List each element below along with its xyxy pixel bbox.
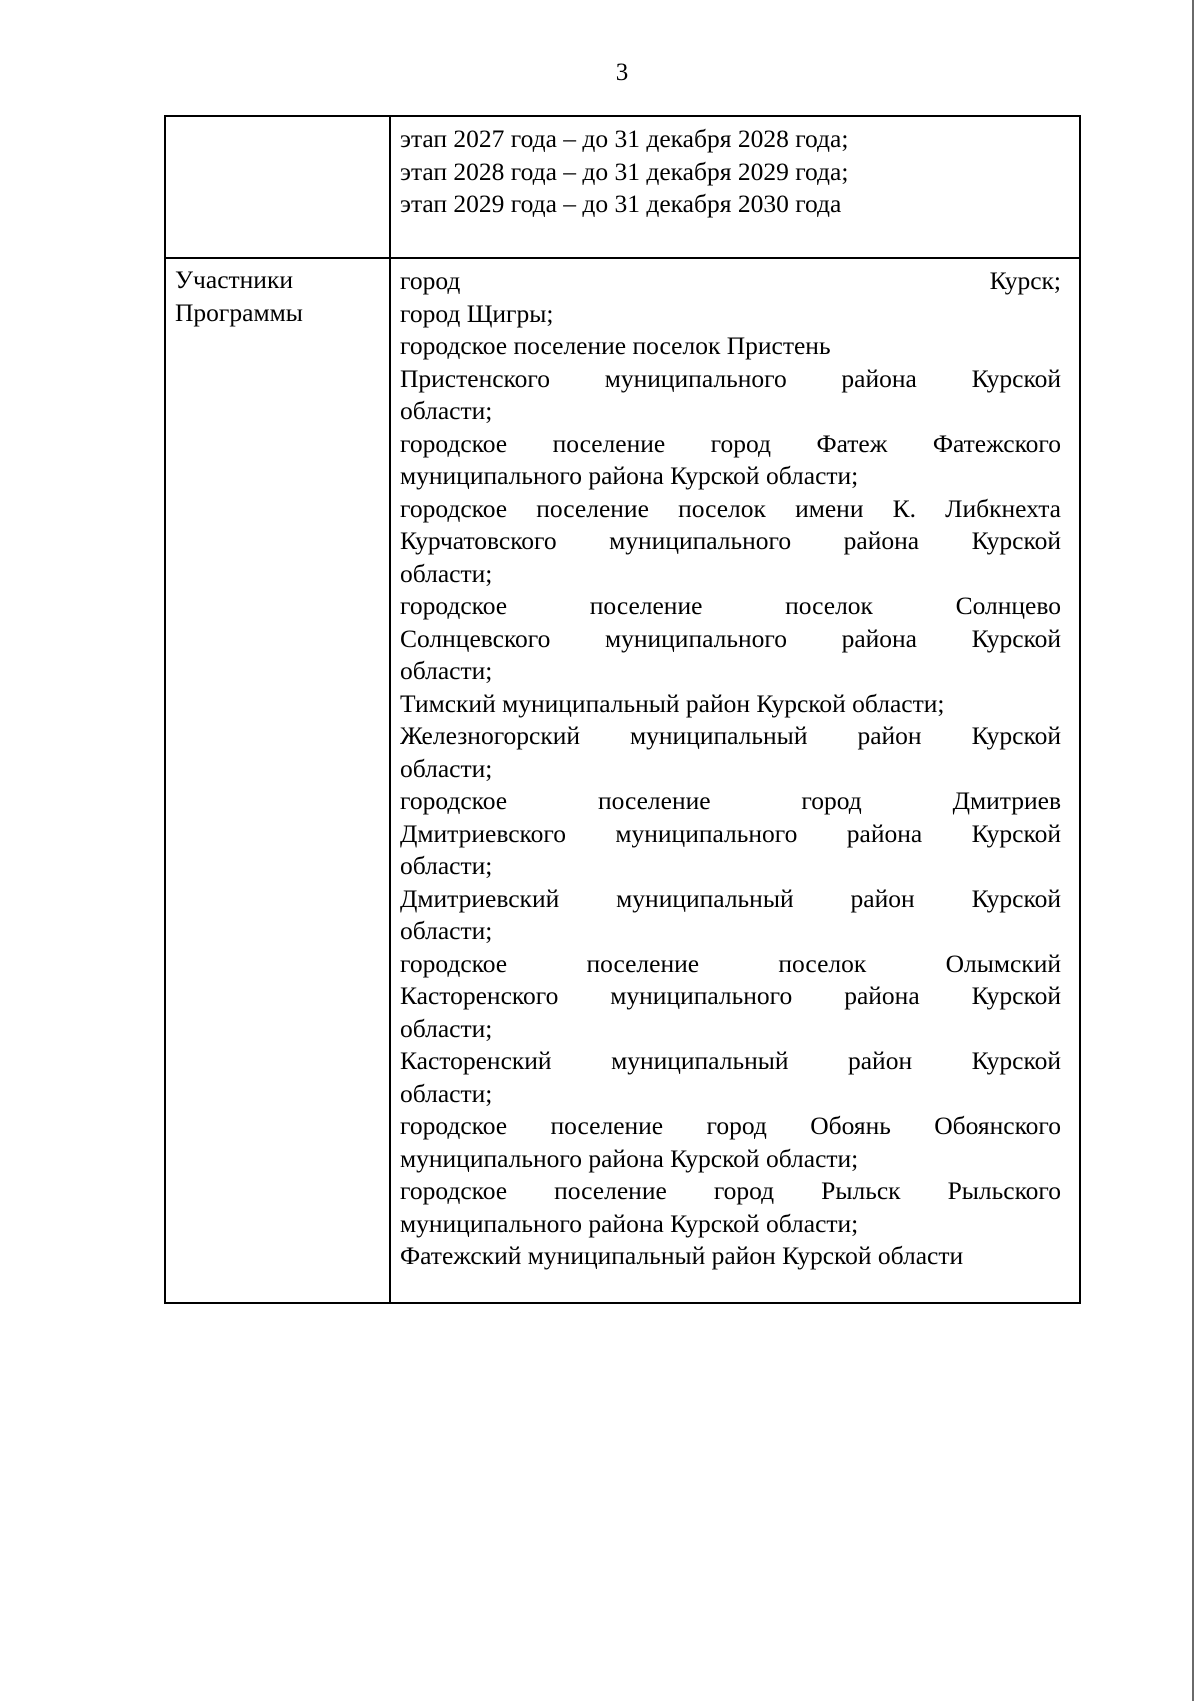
participant-line: Курчатовского муниципального района Курской	[400, 526, 1061, 555]
participant-line: городское поселение поселок Олымский	[400, 948, 1061, 978]
participant-line: области;	[400, 916, 493, 945]
participant-line: области;	[400, 851, 493, 880]
stage-line: этап 2027 года – до 31 декабря 2028 года;	[400, 124, 849, 153]
participant-line: городское поселение поселок Пристень	[400, 331, 831, 360]
participant-line: Железногорский муниципальный район Курской	[400, 721, 1061, 750]
participant-line: городское поселение город Дмитриев	[400, 786, 1061, 815]
stages-label-cell	[165, 116, 390, 258]
stage-line: этап 2029 года – до 31 декабря 2030 года	[400, 189, 842, 218]
participant-line: городское поселение поселок Солнцево	[400, 591, 1061, 620]
participant-line: Дмитриевского муниципального района Курской	[400, 818, 1061, 848]
passport-table	[164, 115, 1081, 1304]
participant-line: Дмитриевский муниципальный район Курской	[400, 883, 1061, 913]
participant-line: Фатежский муниципальный район Курской области	[400, 1241, 964, 1270]
participant-line: области;	[400, 1013, 493, 1043]
participant-line: области;	[400, 1078, 493, 1108]
participant-line: город Щигры;	[400, 298, 554, 328]
page-edge-line	[1192, 0, 1194, 1701]
participant-line: городское поселение город Рыльск Рыльского	[400, 1176, 1061, 1205]
participant-line: области;	[400, 558, 493, 588]
participants-label-line: Программы	[175, 297, 303, 327]
participant-line: муниципального района Курской области;	[400, 461, 859, 490]
participant-line: городское поселение поселок имени К. Либкнехта	[400, 493, 1061, 523]
participant-line: муниципального района Курской области;	[400, 1143, 859, 1173]
participant-line: город Курск;	[400, 266, 1061, 295]
participant-line: городское поселение город Фатеж Фатежского	[400, 428, 1061, 458]
participant-line: Пристенского муниципального района Курской	[400, 363, 1061, 393]
page-number: 3	[615, 59, 629, 86]
table-row-participants	[165, 258, 1080, 1303]
participant-line: Касторенский муниципальный район Курской	[400, 1046, 1061, 1075]
participant-line: области;	[400, 396, 493, 425]
participant-line: области;	[400, 753, 493, 783]
participants-value-cell	[390, 258, 1080, 1303]
table-row-stages	[165, 116, 1080, 258]
participant-line: муниципального района Курской области;	[400, 1208, 859, 1238]
participant-line: области;	[400, 656, 493, 685]
stage-line: этап 2028 года – до 31 декабря 2029 года;	[400, 156, 849, 186]
participant-line: городское поселение город Обоянь Обоянского	[400, 1111, 1061, 1140]
participant-line: Касторенского муниципального района Курской	[400, 981, 1061, 1010]
participant-line: Солнцевского муниципального района Курской	[400, 623, 1061, 653]
participants-label-line: Участники	[175, 265, 293, 294]
stages-value-cell	[390, 116, 1080, 258]
participant-line: Тимский муниципальный район Курской области;	[400, 688, 945, 718]
participants-label-cell	[165, 258, 390, 1303]
